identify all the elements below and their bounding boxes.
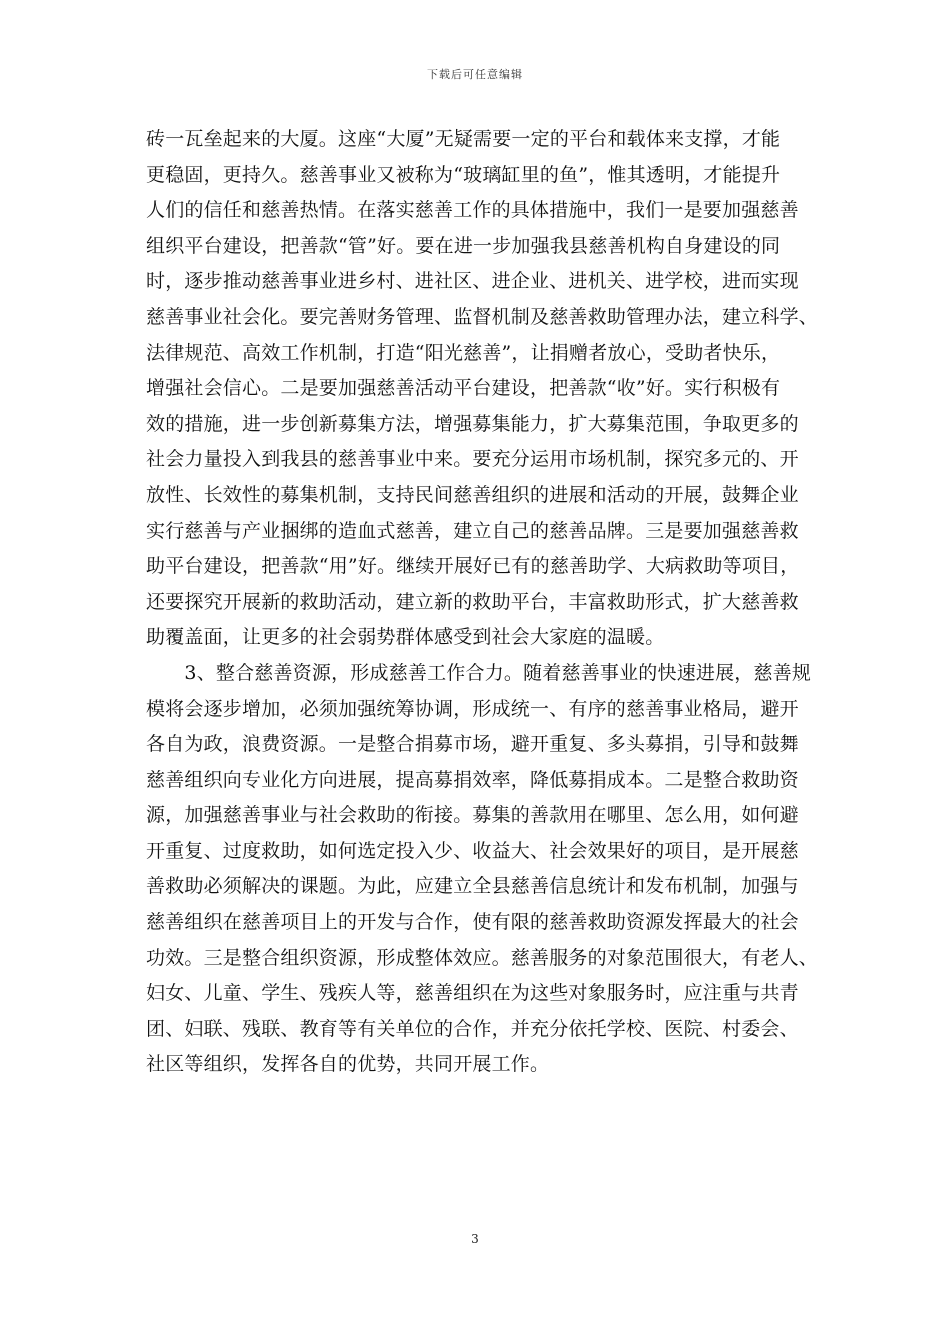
text-line: 时，逐步推动慈善事业进乡村、进社区、进企业、进机关、进学校，进而实现 <box>146 270 799 293</box>
text-line: 开重复、过度救助，如何选定投入少、收益大、社会效果好的项目，是开展慈 <box>146 839 799 862</box>
text-line: 人们的信任和慈善热情。在落实慈善工作的具体措施中，我们一是要加强慈善 <box>146 199 799 222</box>
text-line: 团、妇联、残联、教育等有关单位的合作，并充分依托学校、医院、村委会、 <box>146 1017 799 1040</box>
text-line: 助覆盖面，让更多的社会弱势群体感受到社会大家庭的温暖。 <box>146 626 665 649</box>
text-line: 放性、长效性的募集机制，支持民间慈善组织的进展和活动的开展，鼓舞企业 <box>146 483 799 506</box>
text-line: 功效。三是整合组织资源，形成整体效应。慈善服务的对象范围很大，有老人、 <box>146 946 819 969</box>
body-text <box>146 122 819 1083</box>
text-line: 慈善组织在慈善项目上的开发与合作，使有限的慈善救助资源发挥最大的社会 <box>146 911 799 934</box>
text-line: 助平台建设，把善款“用”好。继续开展好已有的慈善助学、大病救助等项目， <box>146 555 800 578</box>
text-line: 3、整合慈善资源，形成慈善工作合力。随着慈善事业的快速进展，慈善规 <box>146 661 812 684</box>
text-line: 慈善事业社会化。要完善财务管理、监督机制及慈善救助管理办法，建立科学、 <box>146 305 819 328</box>
text-line: 社会力量投入到我县的慈善事业中来。要充分运用市场机制，探究多元的、开 <box>146 448 799 471</box>
text-line: 增强社会信心。二是要加强慈善活动平台建设，把善款“收”好。实行积极有 <box>146 377 781 400</box>
page-header: 下载后可任意编辑 <box>427 68 523 81</box>
page-number: 3 <box>471 1232 479 1246</box>
text-line: 还要探究开展新的救助活动，建立新的救助平台，丰富救助形式，扩大慈善救 <box>146 590 799 613</box>
text-line: 社区等组织，发挥各自的优势，共同开展工作。 <box>146 1053 550 1076</box>
text-line: 法律规范、高效工作机制，打造“阳光慈善”，让捐赠者放心，受助者快乐， <box>146 341 781 364</box>
text-line: 善救助必须解决的课题。为此，应建立全县慈善信息统计和发布机制，加强与 <box>146 875 799 898</box>
text-line: 砖一瓦垒起来的大厦。这座“大厦”无疑需要一定的平台和载体来支撑，才能 <box>146 128 781 150</box>
text-line: 组织平台建设，把善款“管”好。要在进一步加强我县慈善机构自身建设的同 <box>146 234 781 257</box>
text-line: 实行慈善与产业捆绑的造血式慈善，建立自己的慈善品牌。三是要加强慈善救 <box>146 519 799 542</box>
text-line: 更稳固，更持久。慈善事业又被称为“玻璃缸里的鱼”，惟其透明，才能提升 <box>146 163 781 186</box>
text-line: 妇女、儿童、学生、残疾人等，慈善组织在为这些对象服务时，应注重与共青 <box>146 982 799 1005</box>
text-line: 慈善组织向专业化方向进展，提高募捐效率，降低募捐成本。二是整合救助资 <box>146 768 799 791</box>
text-line: 模将会逐步增加，必须加强统筹协调，形成统一、有序的慈善事业格局，避开 <box>146 697 799 720</box>
text-line: 效的措施，进一步创新募集方法，增强募集能力，扩大募集范围，争取更多的 <box>146 412 799 435</box>
text-line: 各自为政，浪费资源。一是整合捐募市场，避开重复、多头募捐，引导和鼓舞 <box>146 733 799 756</box>
text-line: 源，加强慈善事业与社会救助的衔接。募集的善款用在哪里、怎么用，如何避 <box>146 804 799 827</box>
